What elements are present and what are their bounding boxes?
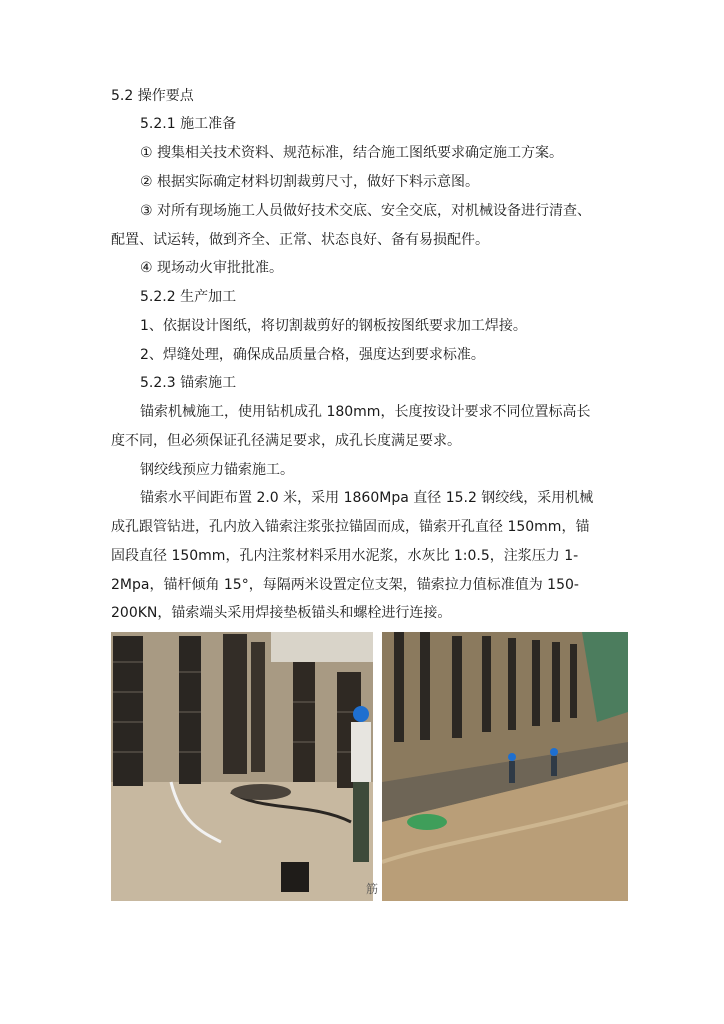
production-item-1: 1、依据设计图纸，将切割裁剪好的钢板按图纸要求加工焊接。	[140, 318, 527, 334]
prep-item-1: ① 搜集相关技术资料、规范标准，结合施工图纸要求确定施工方案。	[140, 145, 563, 161]
site-photo-right-drawing	[382, 632, 628, 901]
site-photo-right	[382, 632, 628, 901]
anchor-paragraph-3-line3: 固段直径 150mm，孔内注浆材料采用水泥浆，水灰比 1:0.5，注浆压力 1-	[111, 548, 579, 564]
anchor-paragraph-3-line5: 200KN，锚索端头采用焊接垫板锚头和螺栓进行连接。	[111, 605, 452, 621]
subsection-heading-anchor: 5.2.3 锚索施工	[140, 375, 237, 391]
prep-item-3-line2: 配置、试运转，做到齐全、正常、状态良好、备有易损配件。	[111, 232, 489, 248]
section-heading: 5.2 操作要点	[111, 88, 194, 104]
site-photo-left-drawing	[111, 632, 373, 901]
anchor-paragraph-1-line1: 锚索机械施工，使用钻机成孔 180mm，长度按设计要求不同位置标高长	[140, 404, 591, 420]
prep-item-4: ④ 现场动火审批批准。	[140, 260, 284, 276]
anchor-paragraph-3-line1: 锚索水平间距布置 2.0 米，采用 1860Mpa 直径 15.2 钢绞线，采用机械	[140, 490, 594, 506]
subsection-heading-prep: 5.2.1 施工准备	[140, 116, 237, 132]
site-photo-left	[111, 632, 373, 901]
production-item-2: 2、焊缝处理，确保成品质量合格，强度达到要求标准。	[140, 347, 485, 363]
anchor-paragraph-3-line4: 2Mpa，锚杆倾角 15°，每隔两米设置定位支架，锚索拉力值标准值为 150-	[111, 577, 579, 593]
subsection-heading-production: 5.2.2 生产加工	[140, 289, 237, 305]
prep-item-2: ② 根据实际确定材料切割裁剪尺寸，做好下料示意图。	[140, 174, 479, 190]
anchor-paragraph-1-line2: 度不同，但必须保证孔径满足要求，成孔长度满足要求。	[111, 433, 461, 449]
anchor-paragraph-2: 钢绞线预应力锚索施工。	[140, 462, 294, 478]
caption-fragment: 筋	[366, 882, 379, 896]
prep-item-3-line1: ③ 对所有现场施工人员做好技术交底、安全交底，对机械设备进行清查、	[140, 203, 591, 219]
anchor-paragraph-3-line2: 成孔跟管钻进，孔内放入锚索注浆张拉锚固而成，锚索开孔直径 150mm，锚	[111, 519, 590, 535]
